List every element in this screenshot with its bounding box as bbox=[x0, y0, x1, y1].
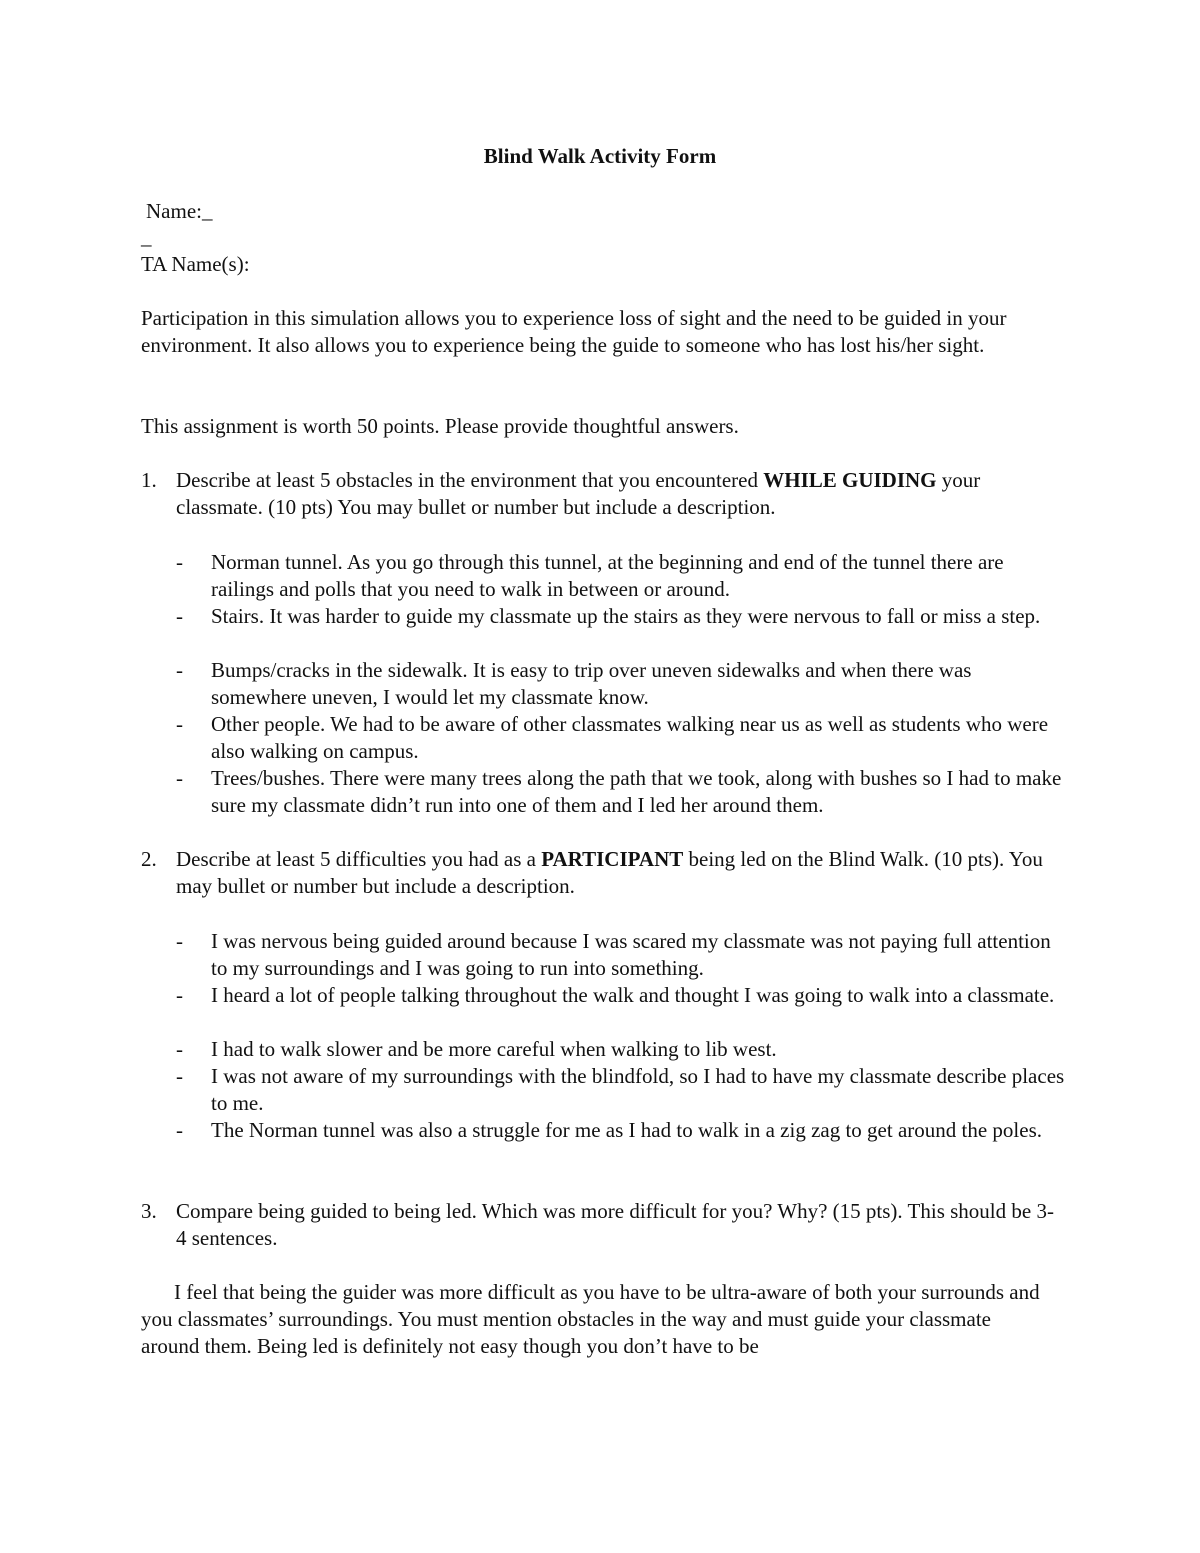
q1-bullet-5: Trees/bushes. There were many trees along the path that we took, along with bushes so I had to make sure my classmate didn’t run into one of them and I led her around them. bbox=[211, 766, 1062, 817]
bullet-dash: - bbox=[176, 712, 183, 736]
question-1-bold: WHILE GUIDING bbox=[763, 468, 937, 492]
intro-paragraph: Participation in this simulation allows you to experience loss of sight and the need to be guided in your environment. It also allows you to experience being the guide to someone who has lost his/her sight. bbox=[141, 306, 1007, 357]
bullet-dash: - bbox=[176, 1037, 183, 1061]
bullet-dash: - bbox=[176, 658, 183, 682]
question-3-text: Compare being guided to being led. Which was more difficult for you? Why? (15 pts). This should be 3-4 sentences. bbox=[176, 1199, 1054, 1250]
q2-bullet-2: I heard a lot of people talking throughout the walk and thought I was going to walk into a classmate. bbox=[211, 983, 1055, 1007]
question-1-pre: Describe at least 5 obstacles in the environment that you encountered bbox=[176, 468, 764, 492]
question-2-text bbox=[176, 846, 1056, 900]
q1-bullet-2: Stairs. It was harder to guide my classmate up the stairs as they were nervous to fall or miss a step. bbox=[211, 604, 1041, 628]
bullet-dash: - bbox=[176, 1118, 183, 1142]
q1-bullet-3: Bumps/cracks in the sidewalk. It is easy to trip over uneven sidewalks and when there was somewhere uneven, I would let my classmate know. bbox=[211, 658, 972, 709]
question-1-number: 1. bbox=[141, 468, 157, 492]
q1-bullet-1: Norman tunnel. As you go through this tunnel, at the beginning and end of the tunnel there are railings and polls that you need to walk in between or around. bbox=[211, 550, 1004, 601]
question-2-bold: PARTICIPANT bbox=[541, 847, 684, 871]
ta-name-label: TA Name(s): bbox=[141, 252, 250, 276]
name-underscore: _ bbox=[141, 225, 152, 249]
q2-bullet-3: I had to walk slower and be more careful when walking to lib west. bbox=[211, 1037, 777, 1061]
q2-bullet-1: I was nervous being guided around because I was scared my classmate was not paying full attention to my surroundings and I was going to run into something. bbox=[211, 929, 1051, 980]
bullet-dash: - bbox=[176, 604, 183, 628]
question-2-pre: Describe at least 5 difficulties you had as a bbox=[176, 847, 542, 871]
question-2-post: being led on the Blind Walk. (10 pts). You may bullet or number but include a description. bbox=[176, 847, 1043, 898]
q2-bullet-5: The Norman tunnel was also a struggle for me as I had to walk in a zig zag to get around the poles. bbox=[211, 1118, 1043, 1142]
bullet-dash: - bbox=[176, 983, 183, 1007]
question-2-number: 2. bbox=[141, 847, 157, 871]
q2-bullet-4: I was not aware of my surroundings with the blindfold, so I had to have my classmate describe places to me. bbox=[211, 1064, 1065, 1115]
question-3-number: 3. bbox=[141, 1199, 157, 1223]
answer-3-paragraph: I feel that being the guider was more difficult as you have to be ultra-aware of both your surrounds and you classmates’ surroundings. You must mention obstacles in the way and must guide your classmate around them. Being led is definitely not easy though you don’t have to be bbox=[141, 1280, 1040, 1358]
bullet-dash: - bbox=[176, 929, 183, 953]
worth-paragraph: This assignment is worth 50 points. Please provide thoughtful answers. bbox=[141, 414, 739, 438]
page-title: Blind Walk Activity Form bbox=[483, 144, 717, 168]
bullet-dash: - bbox=[176, 1064, 183, 1088]
name-label: Name:_ bbox=[146, 199, 213, 223]
bullet-dash: - bbox=[176, 550, 183, 574]
q1-bullet-4: Other people. We had to be aware of other classmates walking near us as well as students who were also walking on campus. bbox=[211, 712, 1049, 763]
question-1-post: your classmate. (10 pts) You may bullet or number but include a description. bbox=[176, 468, 981, 519]
question-1-text bbox=[176, 467, 1056, 521]
bullet-dash: - bbox=[176, 766, 183, 790]
